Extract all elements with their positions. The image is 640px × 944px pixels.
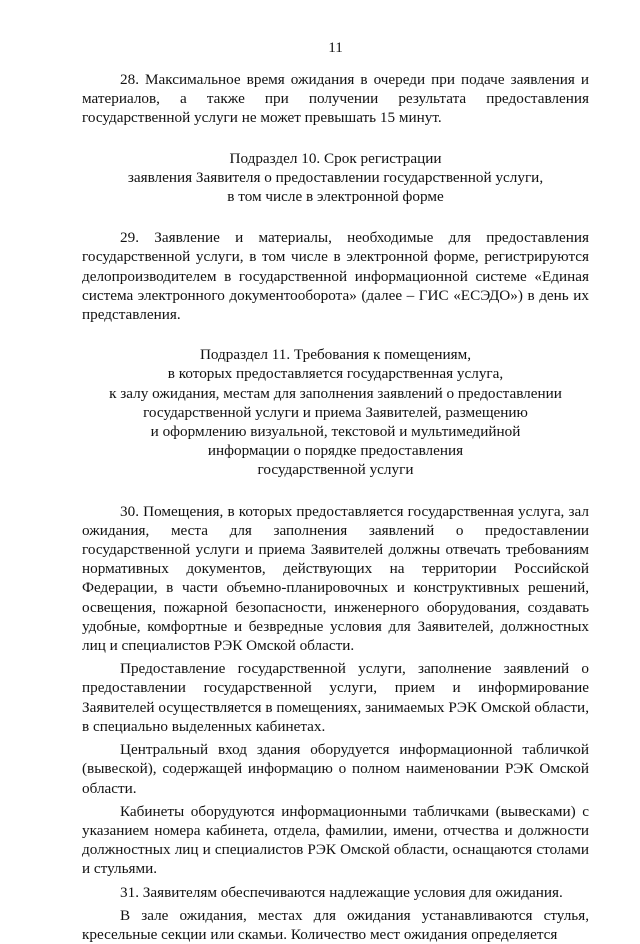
subsection-10-heading <box>82 149 589 207</box>
paragraph-29: 29. Заявление и материалы, необходимые для предоставления государственной услуги, в том числе в электронной форме, регистрируются делопроизводителем в государственной информационной системе «Единая система электронного документооборота» (далее – ГИС «ЕСЭДО») в день их представления. <box>82 229 589 324</box>
page-number: 11 <box>328 39 343 56</box>
paragraph-30-entrance: Центральный вход здания оборудуется информационной табличкой (вывеской), содержащей информацию о полном наименовании РЭК Омской области. <box>82 741 589 797</box>
paragraph-31-waiting: В зале ожидания, местах для ожидания устанавливаются стулья, кресельные секции или скамьи. Количество мест ожидания определяется <box>82 906 589 943</box>
document-page <box>82 38 589 944</box>
subsection-11-heading-line: и оформлению визуальной, текстовой и мультимедийной <box>150 423 521 441</box>
paragraph-31: 31. Заявителям обеспечиваются надлежащие условия для ожидания. <box>120 883 563 901</box>
paragraph-30-cabinets: Кабинеты оборудуются информационными табличками (вывесками) с указанием номера кабинета, отдела, фамилии, имени, отчества и должности должностных лиц и специалистов РЭК Омской области, оснащаются столами и стульями. <box>82 802 589 878</box>
subsection-11-heading-line: государственной услуги и приема Заявителей, размещению <box>143 403 528 421</box>
paragraph-30-premises: Предоставление государственной услуги, заполнение заявлений о предоставлении государственной услуги, прием и информирование Заявителей осуществляется в помещениях, занимаемых РЭК Омской области, в специально выделенных кабинетах. <box>82 660 589 735</box>
subsection-11-heading-line: информации о порядке предоставления <box>207 442 464 460</box>
subsection-11-heading-line: государственной услуги <box>257 461 414 479</box>
subsection-11-heading-line: к залу ожидания, местам для заполнения заявлений о предоставлении <box>109 384 562 402</box>
paragraph-28: 28. Максимальное время ожидания в очереди при подаче заявления и материалов, а также при получении результата предоставления государственной услуги не может превышать 15 минут. <box>82 71 589 127</box>
subsection-11-heading <box>82 345 589 479</box>
paragraph-30: 30. Помещения, в которых предоставляется государственная услуга, зал ожидания, места для заполнения заявлений о предоставлении государственной услуги и приема Заявителей должны отвечать требованиям нормативных документов, действующих на территории Российской Федерации, в части объемно-планировочных и конструктивных решений, освещения, пожарной безопасности, инженерного оборудования, создавать удобные, комфортные и безвредные условия для Заявителей, должностных лиц и специалистов РЭК Омской области. <box>82 502 589 655</box>
subsection-10-heading-line: Подраздел 10. Срок регистрации <box>229 149 442 167</box>
subsection-11-heading-line: Подраздел 11. Требования к помещениям, <box>199 346 472 364</box>
subsection-10-heading-line: заявления Заявителя о предоставлении государственной услуги, <box>127 168 544 186</box>
subsection-11-heading-line: в которых предоставляется государственная услуга, <box>167 365 504 383</box>
subsection-10-heading-line: в том числе в электронной форме <box>227 188 444 206</box>
